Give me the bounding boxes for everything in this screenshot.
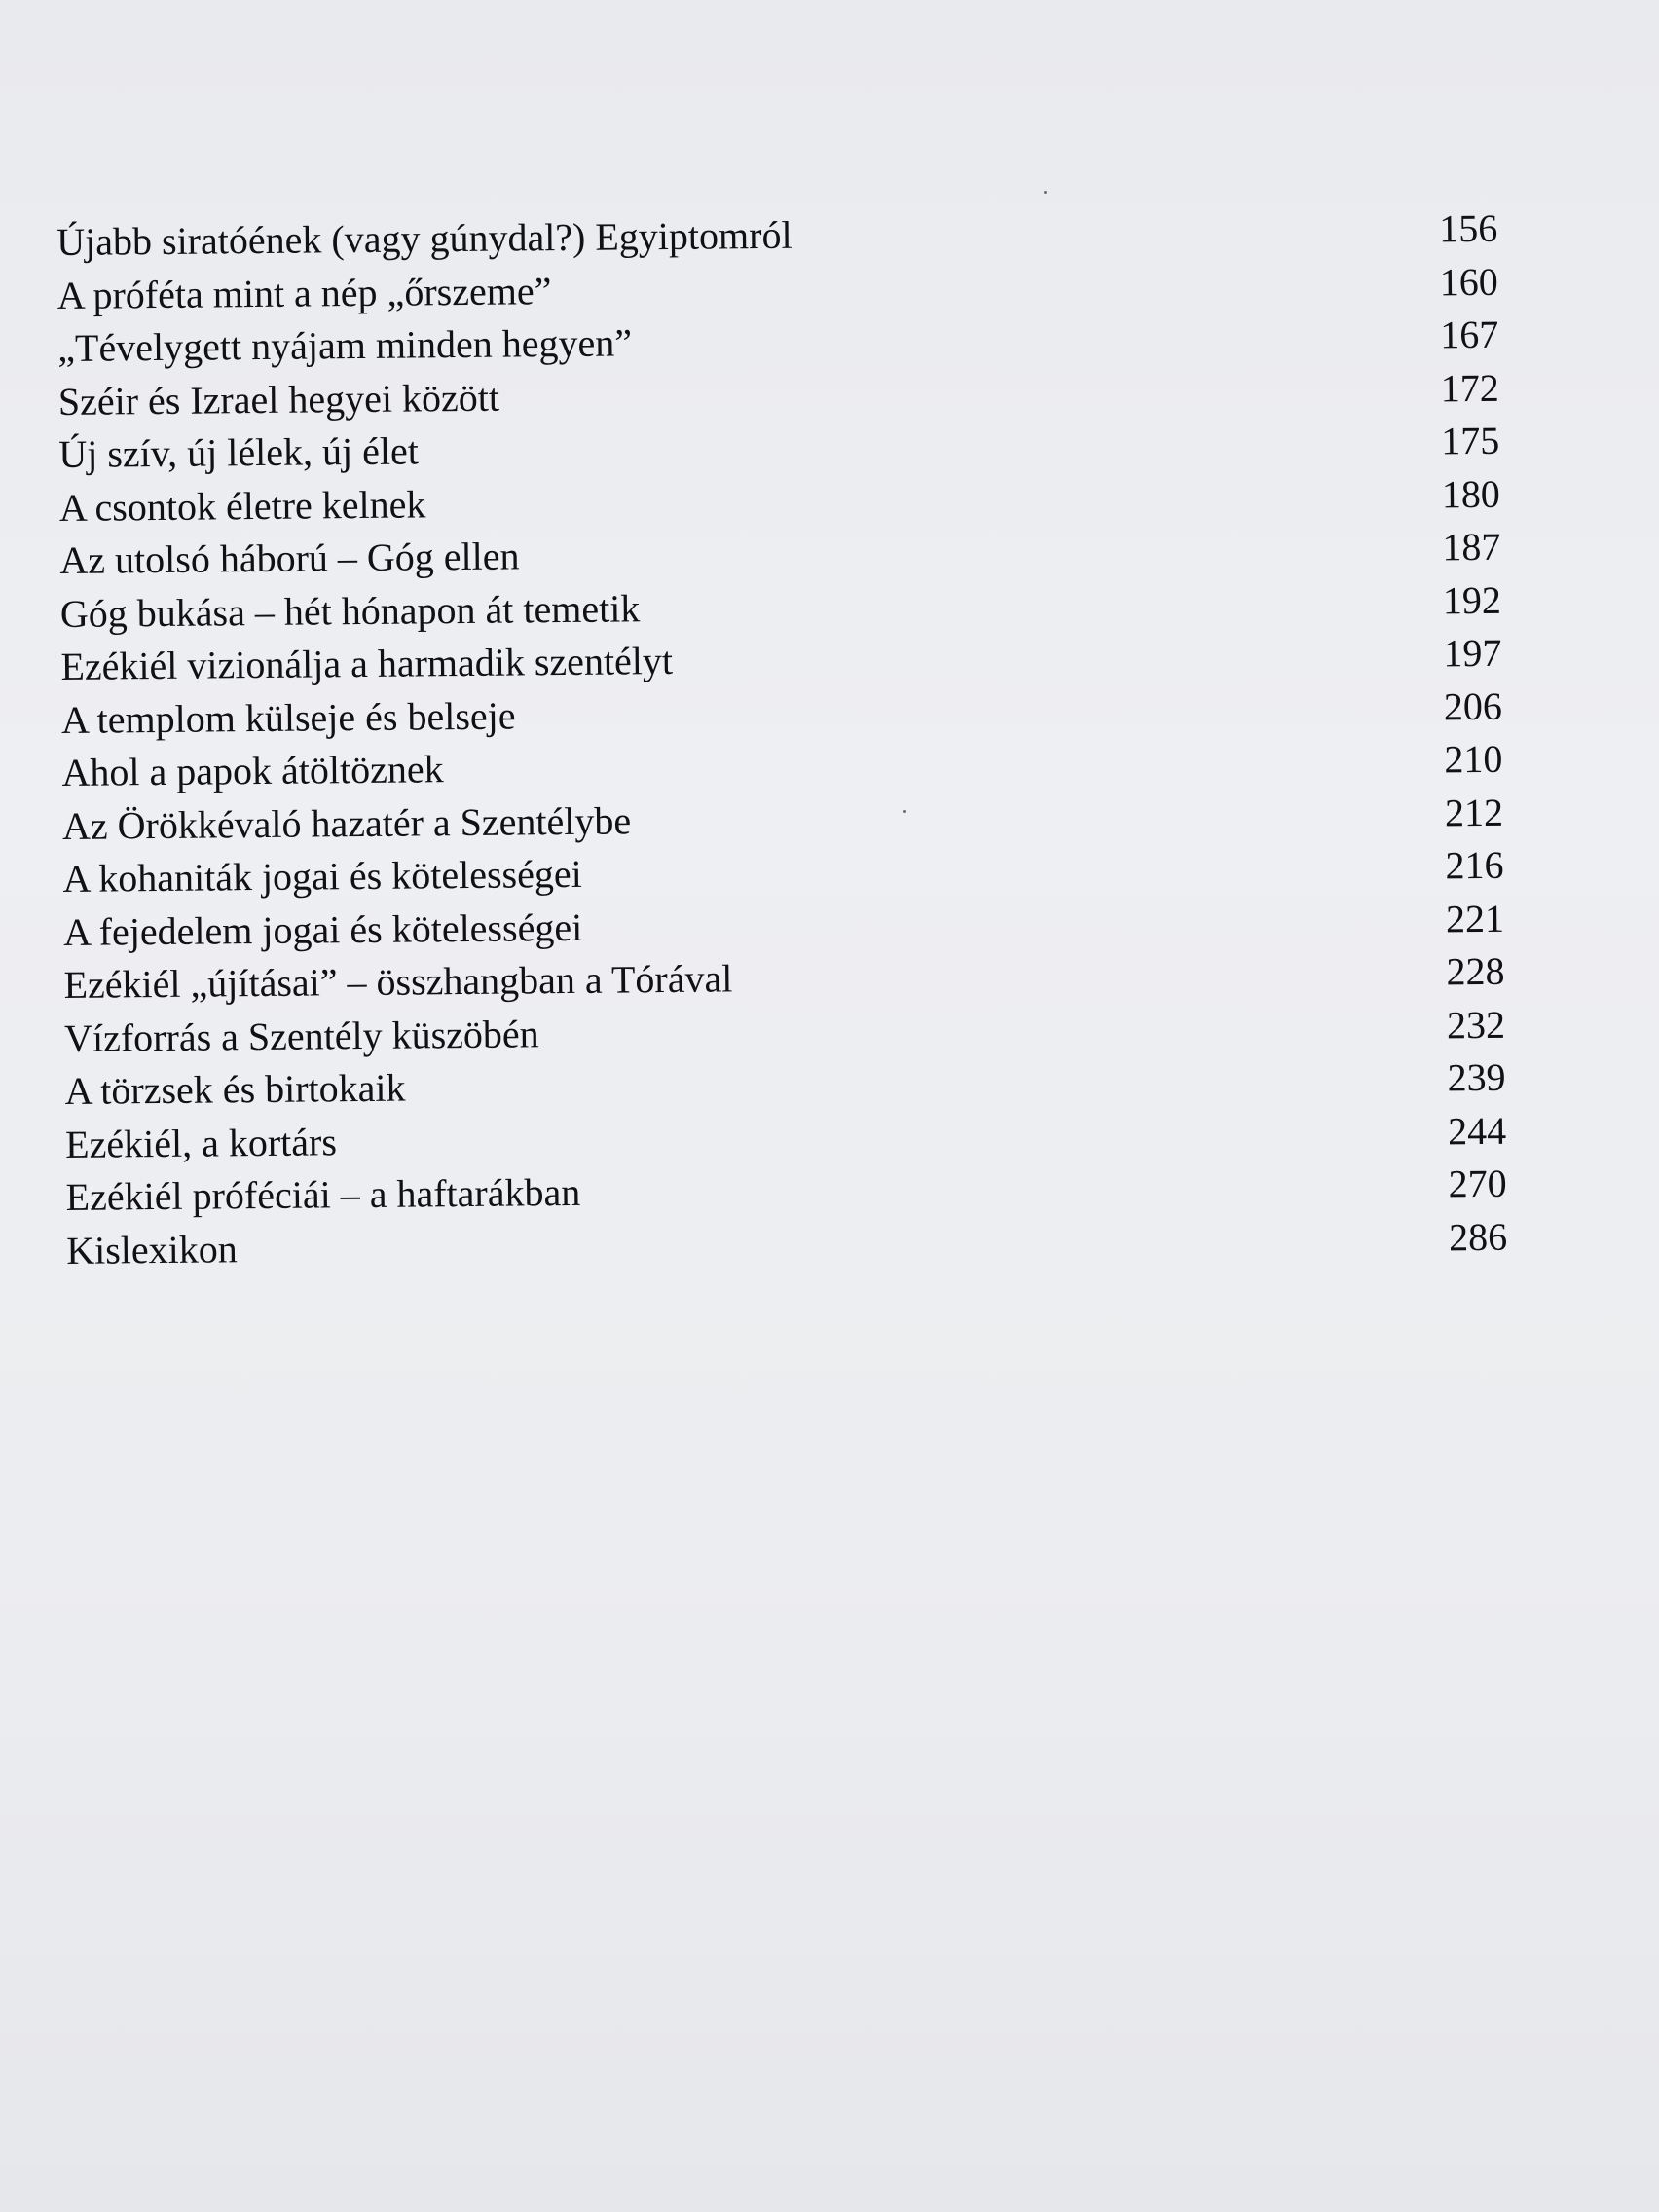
toc-entry-title: Ahol a papok átöltöznek	[61, 747, 444, 794]
toc-entry-title: Vízforrás a Szentély küszöbén	[63, 1011, 539, 1060]
toc-entry-page: 286	[1448, 1214, 1508, 1259]
toc-entry-title: A csontok életre kelnek	[58, 481, 426, 530]
toc-entry-title: A templom külseje és belseje	[60, 692, 516, 742]
toc-entry-page: 216	[1445, 842, 1504, 888]
toc-entry-title: A kohaniták jogai és kötelességei	[62, 851, 582, 901]
toc-entry-page: 210	[1444, 736, 1503, 782]
toc-entry-page: 197	[1443, 630, 1502, 676]
toc-entry-title: Ezékiél, a kortárs	[64, 1119, 338, 1166]
toc-entry-title: Kislexikon	[65, 1226, 238, 1272]
toc-entry-title: Ezékiél próféciái – a haftarákban	[65, 1169, 581, 1219]
toc-entry-page: 180	[1441, 471, 1501, 516]
toc-entry-title: Újabb siratóének (vagy gúnydal?) Egyiptomról	[56, 212, 793, 264]
toc-entry-title: Góg bukása – hét hónapon át temetik	[59, 585, 641, 636]
toc-entry-page: 206	[1443, 683, 1503, 728]
toc-entry-title: Széir és Izrael hegyei között	[57, 375, 500, 424]
toc-entry-page: 221	[1445, 896, 1505, 940]
toc-entry-page: 175	[1441, 418, 1500, 463]
table-of-contents	[56, 203, 1507, 1277]
toc-entry-page: 160	[1439, 259, 1498, 304]
toc-entry-title: A törzsek és birtokaik	[64, 1065, 406, 1113]
dust-speck	[1044, 191, 1047, 194]
toc-entry-title: Ezékiél „újításai” – összhangban a Tórával	[63, 956, 733, 1007]
toc-entry-page: 172	[1440, 365, 1499, 410]
toc-entry-title: A próféta mint a nép „őrszeme”	[56, 268, 552, 317]
toc-entry-page: 244	[1447, 1108, 1507, 1153]
toc-entry-page: 167	[1440, 312, 1499, 357]
dust-speck	[903, 810, 906, 813]
toc-entry-page: 212	[1444, 790, 1504, 834]
toc-entry-page: 156	[1438, 205, 1498, 251]
toc-entry-title: Az utolsó háború – Góg ellen	[59, 534, 520, 582]
toc-entry-page: 187	[1442, 524, 1501, 570]
toc-entry-page: 232	[1446, 1002, 1506, 1047]
toc-entry-title: A fejedelem jogai és kötelességei	[62, 904, 583, 954]
toc-entry-page: 239	[1447, 1054, 1506, 1100]
toc-entry-page: 270	[1448, 1161, 1507, 1206]
toc-entry-title: Új szív, új lélek, új élet	[58, 428, 420, 476]
toc-entry-title: Az Örökkévaló hazatér a Szentélybe	[61, 797, 632, 848]
toc-entry-page: 192	[1442, 577, 1502, 622]
toc-entry-page: 228	[1446, 948, 1505, 994]
toc-entry-title: „Tévelygett nyájam minden hegyen”	[57, 320, 633, 370]
toc-entry-title: Ezékiél vizionálja a harmadik szentélyt	[60, 638, 674, 688]
